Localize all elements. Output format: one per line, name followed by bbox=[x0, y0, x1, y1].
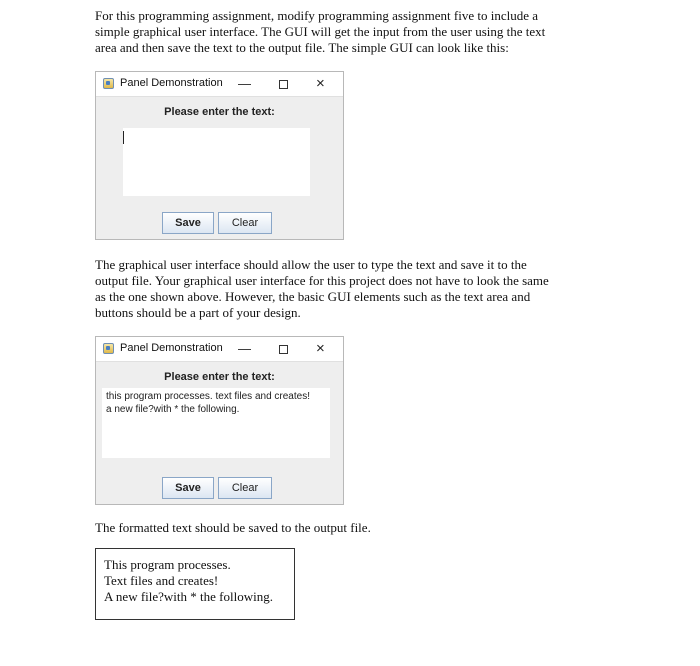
save-button[interactable]: Save bbox=[162, 477, 214, 499]
middle-line: output file. Your graphical user interface for this project does not have to look the same bbox=[95, 273, 549, 288]
text-area[interactable] bbox=[102, 388, 330, 458]
text-area-line: a new file?with * the following. bbox=[106, 404, 240, 415]
window-titlebar[interactable] bbox=[96, 337, 343, 362]
java-app-icon bbox=[103, 78, 114, 89]
prompt-label: Please enter the text: bbox=[164, 106, 275, 118]
window-title: Panel Demonstration bbox=[120, 342, 223, 354]
text-area[interactable] bbox=[123, 128, 310, 196]
intro-line: area and then save the text to the output file. The simple GUI can look like this: bbox=[95, 40, 509, 55]
minimize-icon[interactable]: — bbox=[238, 341, 251, 356]
middle-paragraph bbox=[95, 257, 595, 321]
close-icon[interactable]: × bbox=[316, 75, 325, 92]
maximize-icon[interactable] bbox=[279, 339, 288, 359]
output-line: A new file?with * the following. bbox=[104, 589, 273, 604]
window-title: Panel Demonstration bbox=[120, 77, 223, 89]
closing-paragraph bbox=[95, 520, 595, 536]
gui-window-filled bbox=[95, 336, 344, 505]
middle-line: The graphical user interface should allow the user to type the text and save it to the bbox=[95, 257, 527, 272]
clear-button[interactable]: Clear bbox=[218, 477, 272, 499]
middle-line: as the one shown above. However, the basic GUI elements such as the text area and bbox=[95, 289, 531, 304]
intro-paragraph bbox=[95, 8, 595, 56]
save-button[interactable]: Save bbox=[162, 212, 214, 234]
clear-button[interactable]: Clear bbox=[218, 212, 272, 234]
output-line: This program processes. bbox=[104, 557, 231, 572]
java-app-icon bbox=[103, 343, 114, 354]
close-icon[interactable]: × bbox=[316, 340, 325, 357]
middle-line: buttons should be a part of your design. bbox=[95, 305, 301, 320]
button-row bbox=[162, 477, 276, 499]
intro-line: simple graphical user interface. The GUI will get the input from the user using the text bbox=[95, 24, 546, 39]
text-caret bbox=[123, 131, 124, 144]
window-titlebar[interactable] bbox=[96, 72, 343, 97]
button-row bbox=[162, 212, 276, 234]
maximize-icon[interactable] bbox=[279, 74, 288, 94]
gui-window-empty bbox=[95, 71, 344, 240]
output-line: Text files and creates! bbox=[104, 573, 219, 588]
intro-line: For this programming assignment, modify programming assignment five to include a bbox=[95, 8, 539, 23]
output-file-box bbox=[95, 548, 295, 620]
minimize-icon[interactable]: — bbox=[238, 76, 251, 91]
text-area-line: this program processes. text files and creates! bbox=[106, 391, 310, 402]
prompt-label: Please enter the text: bbox=[164, 371, 275, 383]
closing-line: The formatted text should be saved to the output file. bbox=[95, 520, 371, 535]
